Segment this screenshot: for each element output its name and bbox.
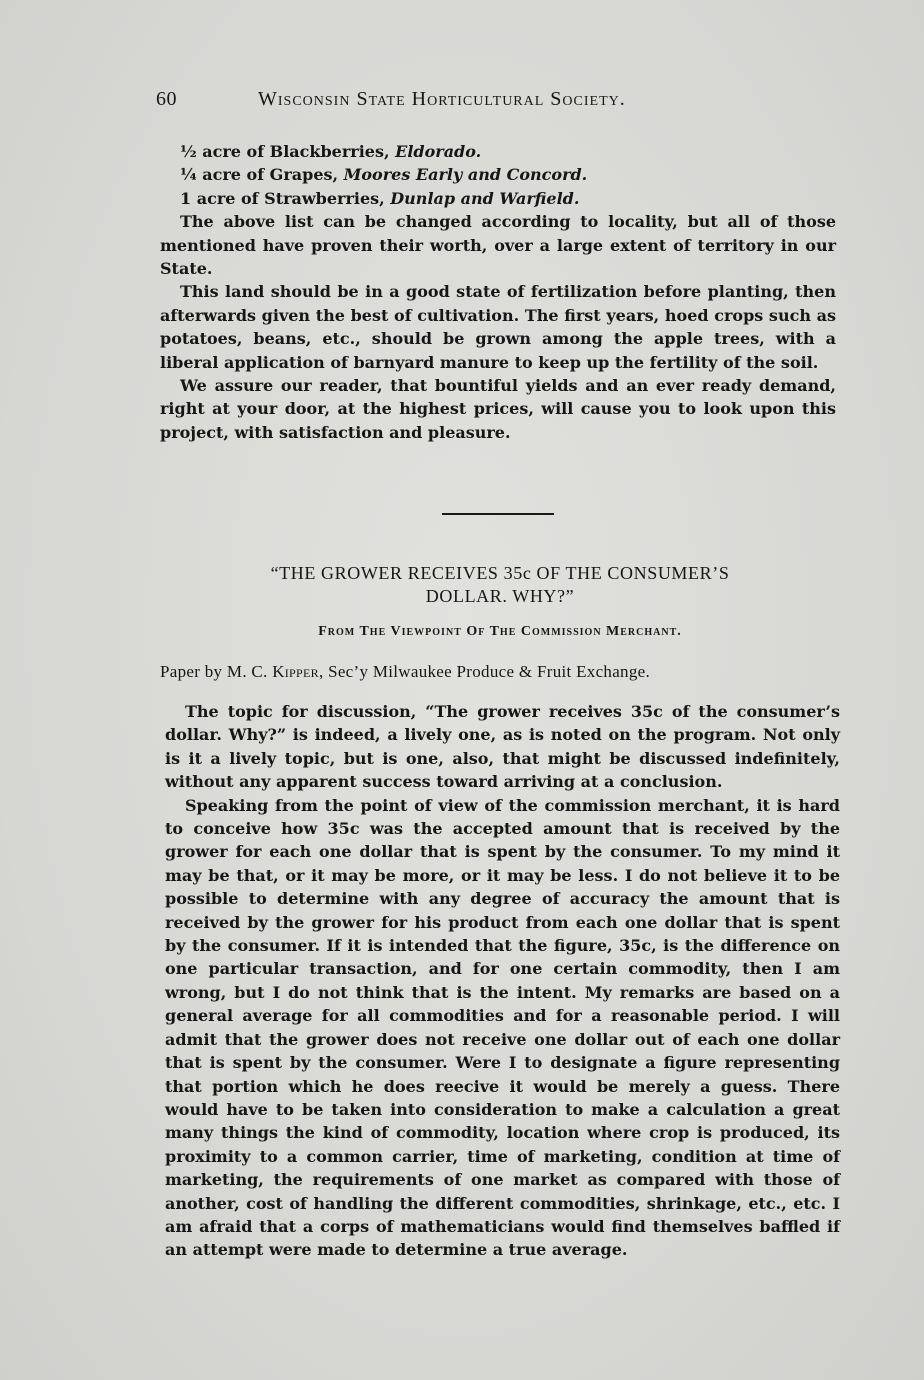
paragraph: Speaking from the point of view of the commission merchant, it is hard to conceive how 35c was the accepted amount that is received by the grower for each one dollar that is spent by the consumer. To my mind it may be that, or it may be more, or it may be less. I do not believe it to be possible to determine with any degree of accuracy the amount that is received by the grower for his product from each one dollar that is spent by the consumer. If it is intended that the figure, 35c, is the difference on one particular transaction, and for one certain commodity, then I am wrong, but I do not think that is the intent. My remarks are based on a general average for all commodities and for a reasonable period. I will admit that the grower does not receive one dollar out of each one dollar that is spent by the consumer. Were I to designate a figure representing that portion which he does reecive it would be merely a guess. There would have to be taken into consideration to make a calculation a great many things the kind of commodity, location where crop is produced, its proximity to a common carrier, time of marketing, condition at time of marketing, the requirements of one market as compared with those of another, cost of handling the different commodities, shrinkage, etc., etc. I am afraid that a corps of mathematicians would find themselves baffled if an attempt were made to determine a true average. [165,795,840,1260]
list-item: ¼ acre of Grapes, Moores Early and Concord. [180,165,588,185]
paragraph: This land should be in a good state of fertilization before planting, then afterwards given the best of cultivation. The first years, hoed crops such as potatoes, beans, etc., should be grown among the apple trees, with a liberal application of barnyard manure to keep up the fertility of the soil. [160,282,836,372]
paragraph: We assure our reader, that bountiful yields and an ever ready demand, right at your door, at the highest prices, will cause you to look upon this project, with satisfaction and pleasure. [160,376,836,442]
byline: Paper by M. C. Kipper, Sec’y Milwaukee Produce & Fruit Exchange. [160,662,651,681]
page-number: 60 [156,88,177,110]
section-divider [442,513,554,515]
running-title: Wisconsin State Horticultural Society. [258,88,626,110]
author-name: Kipper, [272,662,324,681]
article-subtitle: From The Viewpoint Of The Commission Merchant. [318,624,682,639]
list-item: 1 acre of Strawberries, Dunlap and Warfield. [180,188,580,208]
planting-section [160,140,836,444]
article-title: “THE GROWER RECEIVES 35c OF THE CONSUMER’S DOLLAR. WHY?” [270,563,730,606]
running-header [156,88,736,114]
article-body [165,700,840,1262]
list-item: ½ acre of Blackberries, Eldorado. [180,142,482,161]
paragraph: The above list can be changed according to locality, but all of those mentioned have proven their worth, over a large extent of territory in our State. [160,212,836,279]
paragraph: The topic for discussion, “The grower receives 35c of the consumer’s dollar. Why?” is indeed, a lively one, as is noted on the program. Not only is it a lively topic, but is one, also, that might be discussed indefinitely, without any apparent success toward arriving at a conclusion. [165,702,840,792]
